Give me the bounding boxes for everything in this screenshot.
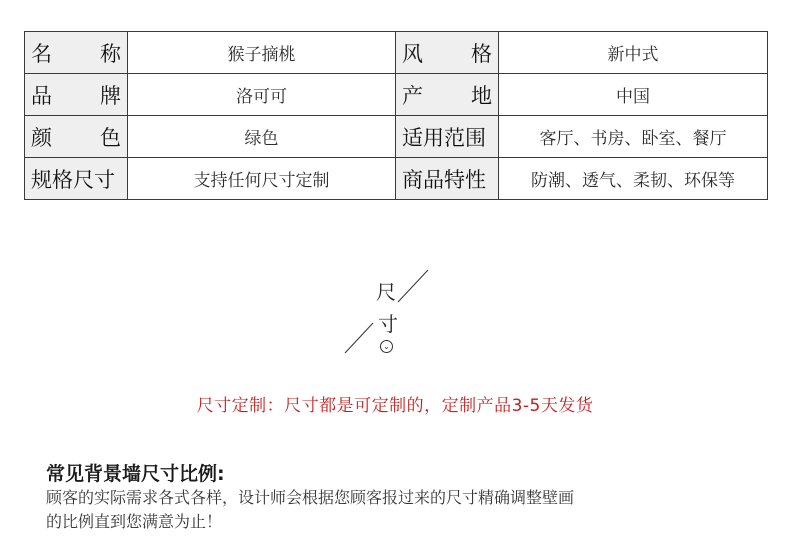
table-row — [25, 116, 768, 158]
spec-label-brand: 品 牌 — [25, 74, 128, 116]
spec-value-features: 防潮、透气、柔韧、环保等 — [499, 158, 768, 200]
table-row — [25, 32, 768, 74]
spec-table — [24, 31, 768, 200]
spec-value-name: 猴子摘桃 — [128, 32, 396, 74]
spec-label-scope: 适用范围 — [396, 116, 499, 158]
wall-section-title: 常见背景墙尺寸比例: — [46, 463, 225, 485]
spec-label-features: 商品特性 — [396, 158, 499, 200]
spec-value-style: 新中式 — [499, 32, 768, 74]
wall-section-desc — [46, 486, 726, 534]
size-badge — [340, 262, 440, 357]
spec-label-origin: 产 地 — [396, 74, 499, 116]
spec-value-scope: 客厅、书房、卧室、餐厅 — [499, 116, 768, 158]
table-row — [25, 74, 768, 116]
spec-value-origin: 中国 — [499, 74, 768, 116]
spec-label-size: 规格尺寸 — [25, 158, 128, 200]
wall-desc-line: 的比例直到您满意为止！ — [46, 512, 223, 531]
spec-value-size: 支持任何尺寸定制 — [128, 158, 396, 200]
chevron-down-icon: ⌄ — [380, 340, 393, 353]
size-char-chi: 尺 — [376, 280, 396, 304]
spec-label-color: 颜 色 — [25, 116, 128, 158]
divider-line-lower — [345, 323, 373, 353]
divider-line-upper — [398, 270, 428, 302]
spec-value-brand: 洛可可 — [128, 74, 396, 116]
spec-label-name: 名 称 — [25, 32, 128, 74]
table-row — [25, 158, 768, 200]
size-char-cun: 寸 — [378, 312, 398, 336]
custom-size-note: 尺寸定制：尺寸都是可定制的，定制产品3-5天发货 — [196, 396, 594, 416]
spec-value-color: 绿色 — [128, 116, 396, 158]
spec-label-style: 风 格 — [396, 32, 499, 74]
wall-desc-line: 顾客的实际需求各式各样，设计师会根据您顾客报过来的尺寸精确调整壁画 — [46, 488, 575, 507]
